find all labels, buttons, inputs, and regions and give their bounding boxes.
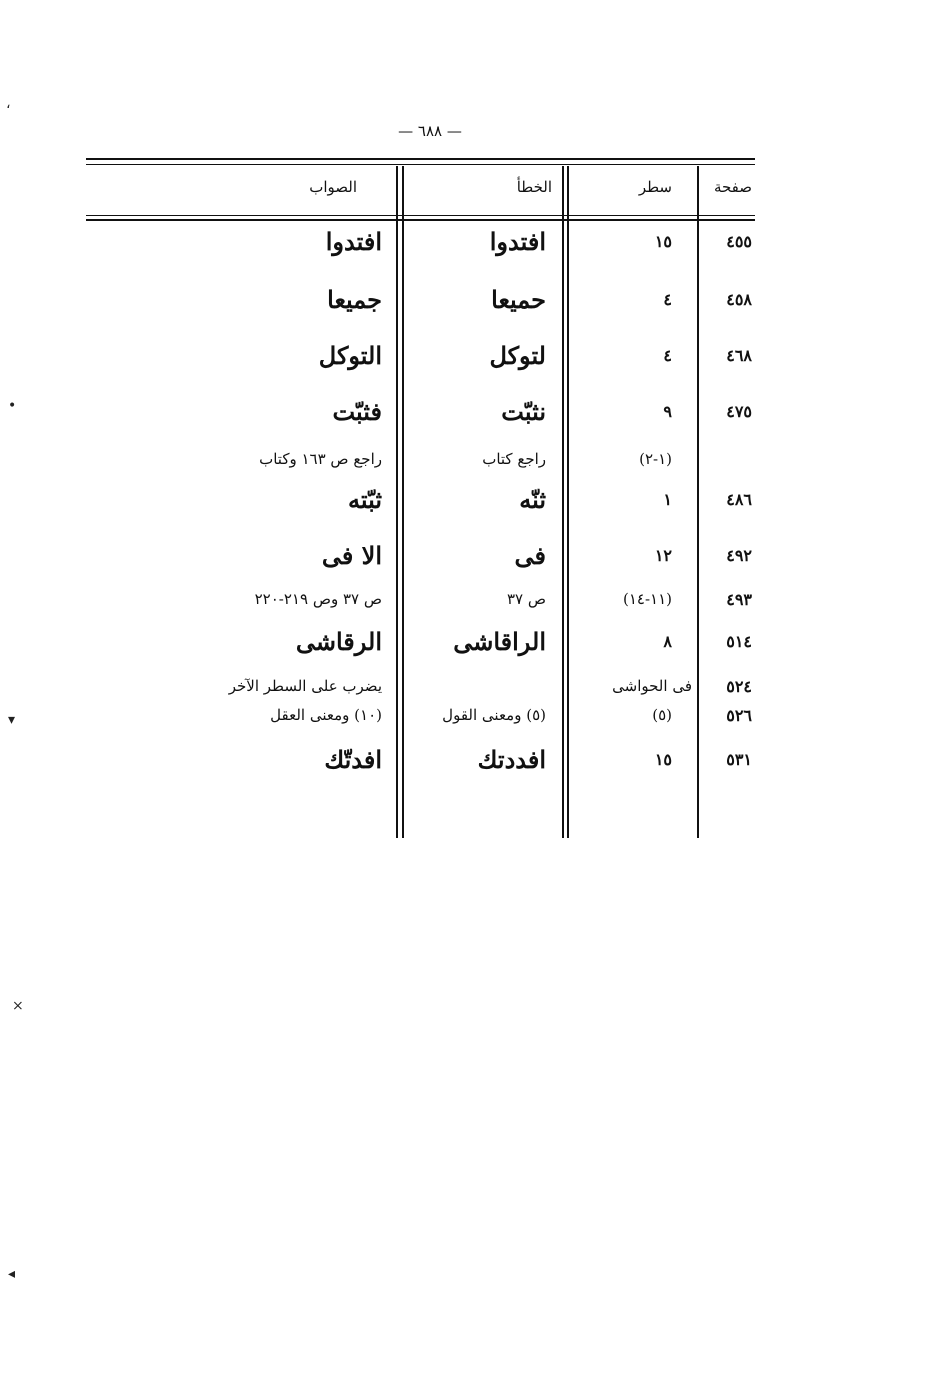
cell-page: ٤٩٢	[726, 546, 752, 565]
cell-error: فى	[514, 541, 546, 570]
top-rule-thin	[86, 164, 755, 165]
header-correct: الصواب	[309, 178, 357, 196]
cell-error: الراقاشى	[453, 627, 546, 656]
cell-error: راجع كتاب	[482, 450, 546, 468]
cell-error: افتدوا	[489, 227, 546, 256]
cell-error: نثبّت	[501, 397, 546, 426]
cell-error: لتوكل	[489, 341, 546, 370]
cell-correct: راجع ص ١٦٣ وكتاب	[259, 450, 382, 468]
cell-error: (٥) ومعنى القول	[442, 706, 546, 724]
column-divider	[562, 166, 564, 838]
cell-line: ٤	[663, 290, 672, 309]
column-divider	[396, 166, 398, 838]
cell-line: (١١-١٤)	[622, 590, 672, 608]
cell-error: ثنّه	[519, 485, 546, 514]
cell-line: ٩	[663, 402, 672, 421]
page-number: — ٦٨٨ —	[398, 122, 462, 140]
header-error: الخطأ	[516, 178, 552, 196]
cell-page: ٤٧٥	[726, 402, 752, 421]
top-rule-thick	[86, 158, 755, 160]
cell-page: ٤٥٨	[726, 290, 752, 309]
cell-correct: ص ٣٧ وص ٢١٩-٢٢٠	[254, 590, 382, 608]
cell-line: فى الحواشى	[612, 677, 692, 695]
header-rule-thick	[86, 219, 755, 221]
cell-page: ٤٦٨	[726, 346, 752, 365]
cell-error: افددتك	[477, 745, 546, 774]
cell-correct: التوكل	[318, 341, 382, 370]
column-divider	[697, 166, 699, 838]
cell-page: ٥١٤	[726, 632, 752, 651]
cell-correct: (١٠) ومعنى العقل	[270, 706, 382, 724]
margin-mark: ،	[6, 96, 11, 112]
header-line: سطر	[638, 178, 672, 196]
cell-correct: افدتّك	[324, 745, 382, 774]
cell-line: ٤	[663, 346, 672, 365]
margin-mark: ▾	[8, 712, 16, 728]
cell-page: ٤٨٦	[726, 490, 752, 509]
cell-correct: فثبّت	[332, 397, 382, 426]
cell-page: ٤٩٣	[726, 590, 752, 609]
cell-page: ٤٥٥	[726, 232, 752, 251]
cell-line: ١٥	[654, 750, 672, 769]
cell-correct: ثبّته	[347, 485, 382, 514]
cell-error: حميعا	[491, 285, 546, 314]
margin-mark: ×	[12, 998, 24, 1014]
header-page: صفحة	[713, 178, 752, 196]
cell-correct: يضرب على السطر الآخر	[228, 677, 382, 695]
cell-line: (١-٢)	[639, 450, 672, 468]
cell-error: ص ٣٧	[506, 590, 546, 608]
cell-correct: الرقاشى	[295, 627, 382, 656]
cell-correct: افتدوا	[325, 227, 382, 256]
column-divider	[567, 166, 569, 838]
margin-mark: •	[8, 398, 17, 414]
cell-line: (٥)	[652, 706, 672, 724]
cell-page: ٥٢٤	[726, 677, 752, 696]
cell-page: ٥٣١	[726, 750, 752, 769]
column-divider	[402, 166, 404, 838]
cell-line: ٨	[663, 632, 672, 651]
margin-mark: ◂	[8, 1266, 16, 1282]
cell-line: ١٢	[654, 546, 672, 565]
header-rule-thin	[86, 215, 755, 216]
cell-line: ١٥	[654, 232, 672, 251]
cell-line: ١	[663, 490, 672, 509]
cell-correct: جميعا	[327, 285, 382, 314]
cell-page: ٥٢٦	[726, 706, 752, 725]
cell-correct: الا فى	[321, 541, 382, 570]
